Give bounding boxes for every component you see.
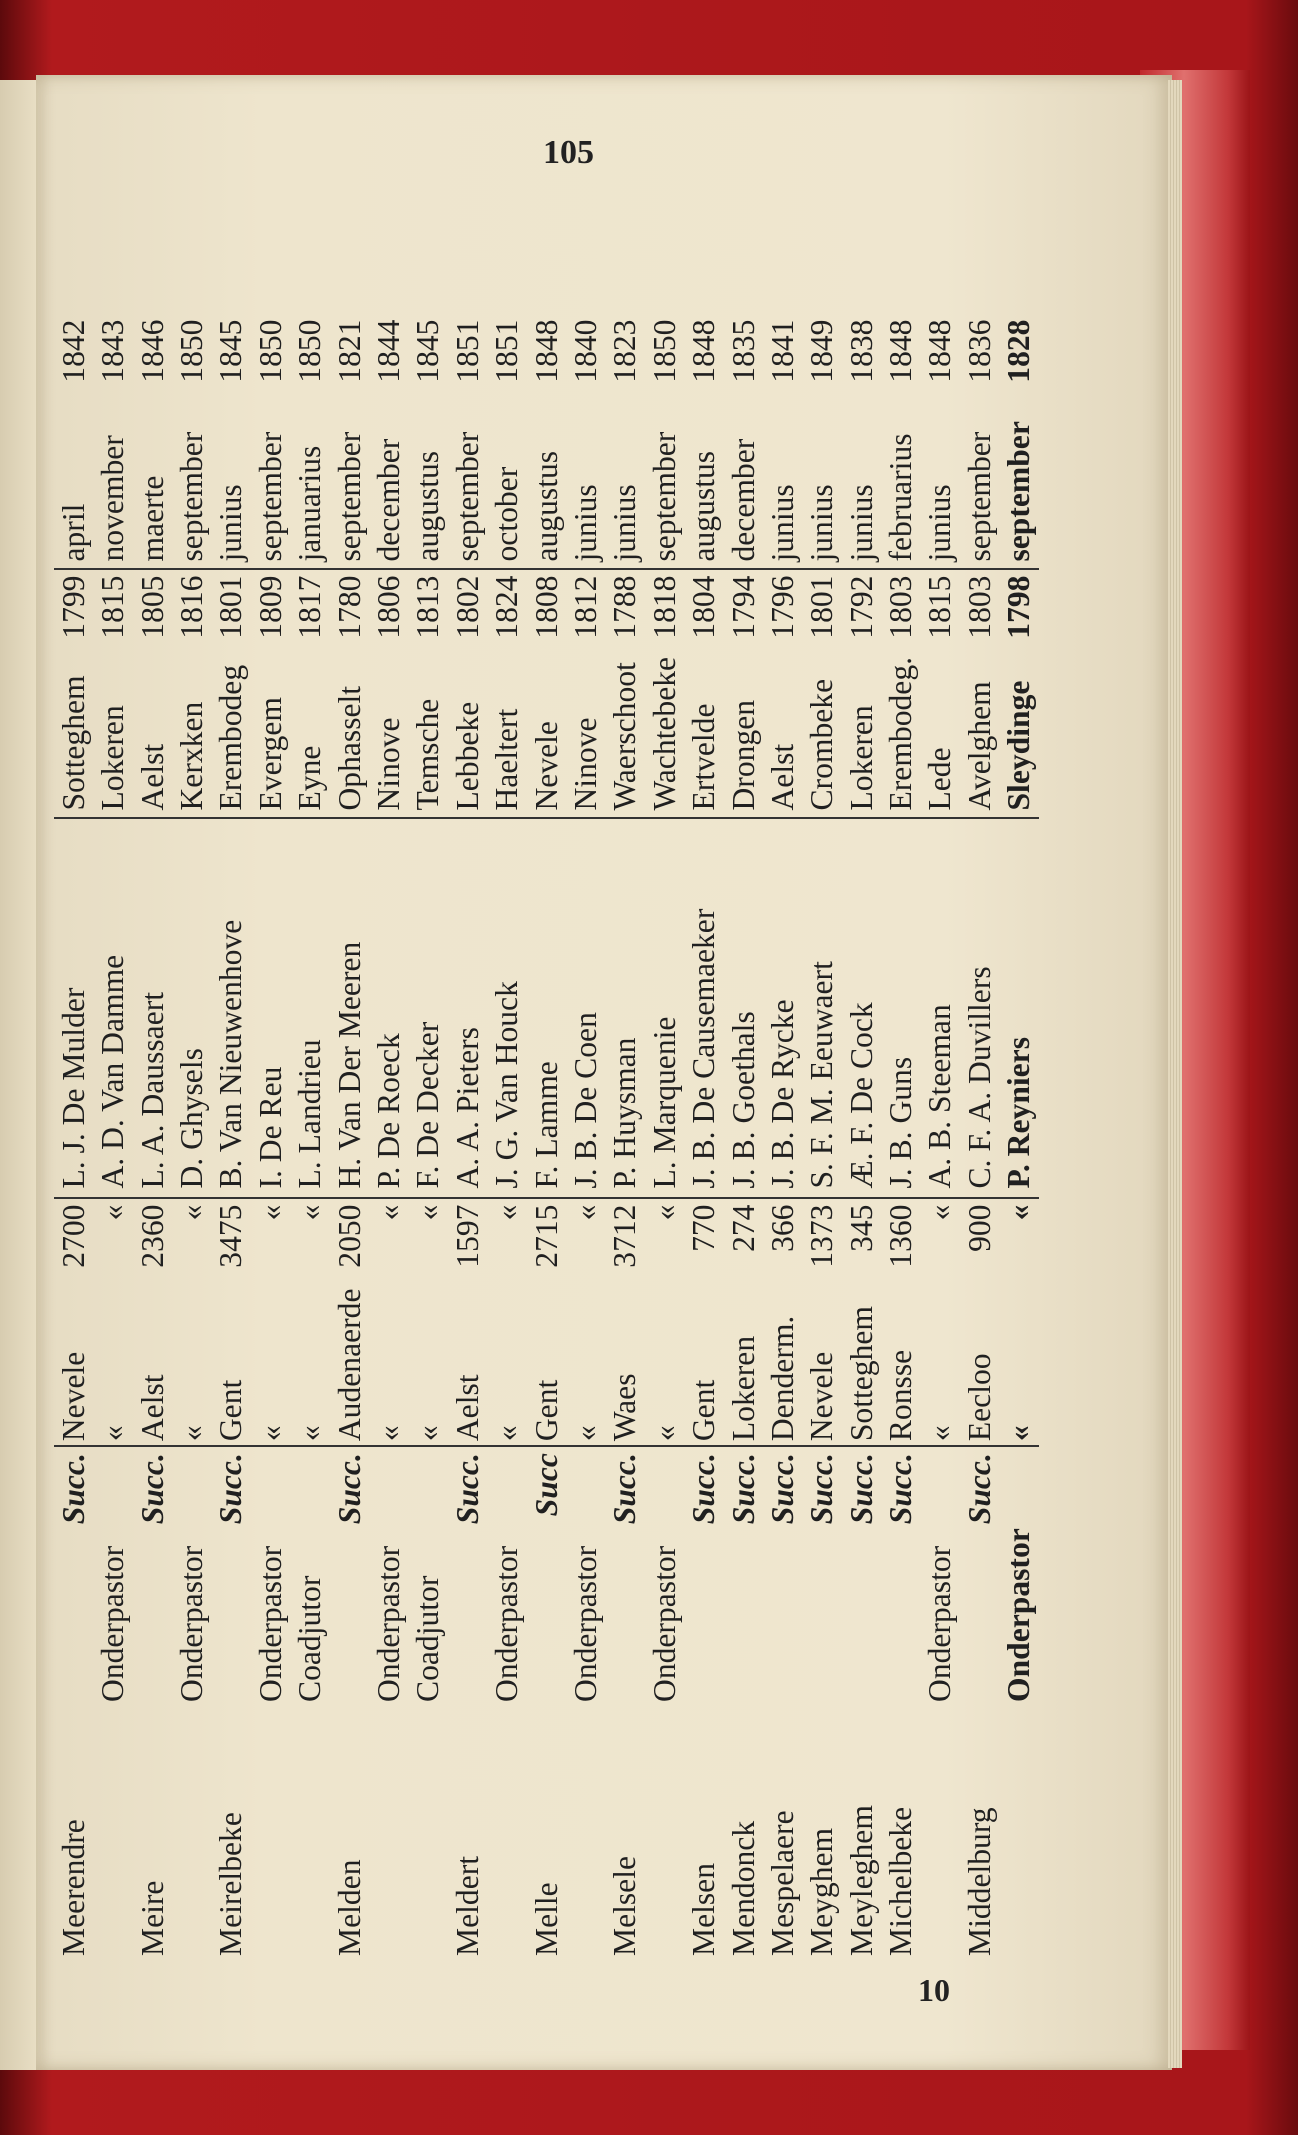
birth-year-cell: 1806 <box>371 575 407 639</box>
clergy-name-cell: C. F. A. Duvillers <box>960 818 999 1198</box>
birth-year-cell: 1798 <box>1001 575 1037 639</box>
deanery-cell: « <box>172 1289 211 1447</box>
parish-type-cell <box>172 1446 211 1528</box>
birthplace-cell: Waerschoot <box>605 656 644 818</box>
birth-year-cell: 1812 <box>567 575 603 639</box>
deanery-cell: Nevele <box>802 1289 841 1447</box>
deanery-cell: Nevele <box>54 1289 93 1447</box>
population-cell: 900 <box>961 1204 997 1252</box>
parish-name-cell <box>290 1724 329 1960</box>
population-cell: « <box>1001 1204 1037 1221</box>
deanery-cell: Denderm. <box>763 1289 802 1447</box>
birth-year-cell: 1815 <box>922 575 958 639</box>
parish-type-cell: Succ. <box>213 1453 249 1525</box>
appointment-year-cell: 1850 <box>252 319 288 383</box>
table-row <box>684 320 723 1960</box>
clergy-rank-cell <box>527 1528 566 1724</box>
birth-year-cell: 1809 <box>252 575 288 639</box>
birth-year-cell: 1813 <box>410 575 446 639</box>
deanery-cell: Gent <box>527 1289 566 1447</box>
appointment-year-cell: 1850 <box>174 319 210 383</box>
birthplace-cell: Ninove <box>566 656 605 818</box>
deanery-cell: Aelst <box>448 1289 487 1447</box>
deanery-cell: « <box>369 1289 408 1447</box>
birthplace-cell: Aelst <box>133 656 172 818</box>
clergy-name-cell: D. Ghysels <box>172 818 211 1198</box>
population-cell: 770 <box>686 1204 722 1252</box>
birthplace-cell: Ertvelde <box>684 656 723 818</box>
birth-year-cell: 1788 <box>607 575 643 639</box>
birth-year-cell: 1805 <box>134 575 170 639</box>
parish-name-cell <box>921 1724 960 1960</box>
birth-year-cell: 1802 <box>449 575 485 639</box>
table-row <box>802 320 841 1960</box>
clergy-name-cell: I. De Reu <box>251 818 290 1198</box>
clergy-name-cell: J. B. Guns <box>881 818 920 1198</box>
birthplace-cell: Lokeren <box>842 656 881 818</box>
table-row <box>960 320 999 1960</box>
birth-year-cell: 1817 <box>292 575 328 639</box>
parish-name-cell <box>566 1724 605 1960</box>
table-row <box>409 320 448 1960</box>
birthplace-cell: Kerxken <box>172 656 211 818</box>
clergy-name-cell: J. B. Goethals <box>724 818 763 1198</box>
parish-name-cell: Mespelaere <box>764 1810 800 1956</box>
parish-name-cell <box>645 1724 684 1960</box>
birth-year-cell: 1815 <box>95 575 131 639</box>
table-row <box>527 320 566 1960</box>
birth-year-cell: 1803 <box>961 575 997 639</box>
clergy-rank-cell: Onderpastor <box>371 1545 407 1702</box>
table-row <box>566 320 605 1960</box>
table-row <box>369 320 408 1960</box>
clergy-rank-cell: Onderpastor <box>252 1545 288 1702</box>
appointment-year-cell: 1848 <box>922 319 958 383</box>
appointment-month-cell: september <box>330 392 369 569</box>
clergy-rank-cell: Onderpastor <box>646 1545 682 1702</box>
population-cell: « <box>371 1204 407 1221</box>
appointment-year-cell: 1835 <box>725 319 761 383</box>
parish-type-cell: Succ. <box>55 1453 91 1525</box>
parish-name-cell <box>487 1724 526 1960</box>
table-row <box>724 320 763 1960</box>
page-stack-edge <box>1168 80 1182 2068</box>
parish-type-cell: Succ. <box>134 1453 170 1525</box>
population-cell: 3712 <box>607 1204 643 1268</box>
parish-name-cell: Meyghem <box>804 1827 840 1956</box>
parish-name-cell: Michelbeke <box>883 1806 919 1956</box>
birthplace-cell: Erembodeg. <box>881 656 920 818</box>
deanery-cell: « <box>999 1289 1038 1447</box>
parish-name-cell <box>172 1724 211 1960</box>
birth-year-cell: 1780 <box>331 575 367 639</box>
birth-year-cell: 1818 <box>646 575 682 639</box>
parish-type-cell <box>251 1446 290 1528</box>
appointment-year-cell: 1848 <box>883 319 919 383</box>
sheet-number: 10 <box>918 1972 950 2008</box>
parish-type-cell: Succ. <box>725 1453 761 1525</box>
appointment-year-cell: 1848 <box>528 319 564 383</box>
appointment-month-cell: september <box>172 392 211 569</box>
clergy-name-cell: F. De Decker <box>409 818 448 1198</box>
deanery-cell: Audenaerde <box>330 1289 369 1447</box>
birth-year-cell: 1796 <box>764 575 800 639</box>
population-cell: « <box>567 1204 603 1221</box>
appointment-year-cell: 1823 <box>607 319 643 383</box>
appointment-year-cell: 1841 <box>764 319 800 383</box>
clergy-name-cell: B. Van Nieuwenhove <box>212 818 251 1198</box>
population-cell: 1373 <box>804 1204 840 1268</box>
parish-type-cell: Succ. <box>686 1453 722 1525</box>
parish-type-cell: Succ. <box>449 1453 485 1525</box>
clergy-rank-cell <box>842 1528 881 1724</box>
clergy-rank-cell <box>684 1528 723 1724</box>
parish-type-cell: Succ. <box>804 1453 840 1525</box>
parish-name-cell: Meirelbeke <box>213 1812 249 1956</box>
clergy-name-cell: A. D. Van Damme <box>93 818 132 1198</box>
appointment-month-cell: september <box>645 392 684 569</box>
clergy-name-cell: J. B. De Rycke <box>763 818 802 1198</box>
parish-name-cell: Meire <box>134 1880 170 1956</box>
parish-type-cell <box>999 1446 1038 1528</box>
clergy-table-body <box>54 320 1039 1960</box>
population-cell: « <box>410 1204 446 1221</box>
table-row <box>921 320 960 1960</box>
page-number: 105 <box>543 134 594 171</box>
appointment-year-cell: 1840 <box>567 319 603 383</box>
population-cell: 2050 <box>331 1204 367 1268</box>
clergy-rank-cell: Onderpastor <box>174 1545 210 1702</box>
population-cell: 345 <box>843 1204 879 1252</box>
clergy-rank-cell <box>802 1528 841 1724</box>
parish-name-cell: Melden <box>331 1859 367 1956</box>
birth-year-cell: 1808 <box>528 575 564 639</box>
parish-type-cell: Succ <box>528 1453 564 1517</box>
parish-name-cell <box>251 1724 290 1960</box>
birthplace-cell: Wachtebeke <box>645 656 684 818</box>
appointment-year-cell: 1842 <box>55 319 91 383</box>
appointment-year-cell: 1848 <box>686 319 722 383</box>
deanery-cell: Aelst <box>133 1289 172 1447</box>
parish-name-cell: Melsele <box>607 1855 643 1956</box>
appointment-year-cell: 1845 <box>410 319 446 383</box>
appointment-month-cell: junius <box>842 392 881 569</box>
population-cell: « <box>922 1204 958 1221</box>
birthplace-cell: Evergem <box>251 656 290 818</box>
parish-type-cell <box>921 1446 960 1528</box>
parish-type-cell: Succ. <box>961 1453 997 1525</box>
appointment-month-cell: december <box>369 392 408 569</box>
population-cell: 1360 <box>883 1204 919 1268</box>
parish-type-cell <box>487 1446 526 1528</box>
deanery-cell: Gent <box>212 1289 251 1447</box>
clergy-rank-cell: Onderpastor <box>489 1545 525 1702</box>
parish-name-cell <box>93 1724 132 1960</box>
clergy-rank-cell <box>448 1528 487 1724</box>
appointment-month-cell: junius <box>605 392 644 569</box>
clergy-name-cell: S. F. M. Eeuwaert <box>802 818 841 1198</box>
birth-year-cell: 1792 <box>843 575 879 639</box>
deanery-cell: Gent <box>684 1289 723 1447</box>
appointment-year-cell: 1846 <box>134 319 170 383</box>
appointment-month-cell: augustus <box>684 392 723 569</box>
appointment-month-cell: november <box>93 392 132 569</box>
table-row <box>448 320 487 1960</box>
population-cell: « <box>174 1204 210 1221</box>
birthplace-cell: Ninove <box>369 656 408 818</box>
parish-type-cell: Succ. <box>607 1453 643 1525</box>
table-row <box>330 320 369 1960</box>
birthplace-cell: Lokeren <box>93 656 132 818</box>
appointment-month-cell: januarius <box>290 392 329 569</box>
parish-type-cell <box>93 1446 132 1528</box>
population-cell: 1597 <box>449 1204 485 1268</box>
appointment-month-cell: september <box>999 392 1038 569</box>
clergy-name-cell: P. Huysman <box>605 818 644 1198</box>
appointment-month-cell: october <box>487 392 526 569</box>
birthplace-cell: Erembodeg <box>212 656 251 818</box>
appointment-month-cell: april <box>54 392 93 569</box>
clergy-rank-cell <box>881 1528 920 1724</box>
birth-year-cell: 1794 <box>725 575 761 639</box>
parish-type-cell <box>645 1446 684 1528</box>
clergy-name-cell: Æ. F. De Cock <box>842 818 881 1198</box>
clergy-name-cell: J. G. Van Houck <box>487 818 526 1198</box>
birthplace-cell: Nevele <box>527 656 566 818</box>
birthplace-cell: Lede <box>921 656 960 818</box>
table-row <box>842 320 881 1960</box>
clergy-name-cell: J. B. De Causemaeker <box>684 818 723 1198</box>
table-row <box>290 320 329 1960</box>
clergy-rank-cell: Coadjutor <box>410 1575 446 1702</box>
parish-name-cell: Meldert <box>449 1855 485 1956</box>
clergy-name-cell: A. A. Pieters <box>448 818 487 1198</box>
clergy-rank-cell <box>212 1528 251 1724</box>
parish-type-cell <box>290 1446 329 1528</box>
clergy-name-cell: J. B. De Coen <box>566 818 605 1198</box>
population-cell: « <box>646 1204 682 1221</box>
appointment-month-cell: junius <box>921 392 960 569</box>
clergy-rank-cell: Coadjutor <box>292 1575 328 1702</box>
clergy-name-cell: L. J. De Mulder <box>54 818 93 1198</box>
table-row <box>133 320 172 1960</box>
population-cell: 2715 <box>528 1204 564 1268</box>
appointment-year-cell: 1838 <box>843 319 879 383</box>
clergy-rank-cell: Onderpastor <box>567 1545 603 1702</box>
population-cell: « <box>95 1204 131 1221</box>
appointment-month-cell: september <box>251 392 290 569</box>
clergy-name-cell: F. Lamme <box>527 818 566 1198</box>
deanery-cell: « <box>93 1289 132 1447</box>
clergy-rank-cell <box>763 1528 802 1724</box>
clergy-rank-cell <box>724 1528 763 1724</box>
table-row <box>487 320 526 1960</box>
population-cell: 2700 <box>55 1204 91 1268</box>
clergy-name-cell: L. A. Daussaert <box>133 818 172 1198</box>
table-row <box>54 320 93 1960</box>
deanery-cell: Waes <box>605 1289 644 1447</box>
table-row <box>645 320 684 1960</box>
birth-year-cell: 1804 <box>686 575 722 639</box>
parish-name-cell: Mendonck <box>725 1820 761 1956</box>
parish-type-cell: Succ. <box>331 1453 367 1525</box>
table-row <box>93 320 132 1960</box>
appointment-year-cell: 1843 <box>95 319 131 383</box>
clergy-table <box>54 320 1039 1960</box>
clergy-name-cell: H. Van Der Meeren <box>330 818 369 1198</box>
population-cell: « <box>489 1204 525 1221</box>
clergy-rank-cell: Onderpastor <box>922 1545 958 1702</box>
birth-year-cell: 1799 <box>55 575 91 639</box>
parish-type-cell <box>409 1446 448 1528</box>
birthplace-cell: Aelst <box>763 656 802 818</box>
population-cell: 2360 <box>134 1204 170 1268</box>
appointment-year-cell: 1850 <box>646 319 682 383</box>
population-cell: 3475 <box>213 1204 249 1268</box>
parish-type-cell: Succ. <box>843 1453 879 1525</box>
appointment-month-cell: maerte <box>133 392 172 569</box>
table-row <box>212 320 251 1960</box>
population-cell: 274 <box>725 1204 761 1252</box>
appointment-month-cell: februarius <box>881 392 920 569</box>
parish-type-cell: Succ. <box>764 1453 800 1525</box>
table-row <box>881 320 920 1960</box>
rotated-table-block <box>54 0 1114 1960</box>
clergy-rank-cell <box>960 1528 999 1724</box>
population-cell: « <box>292 1204 328 1221</box>
parish-name-cell: Melsen <box>686 1862 722 1956</box>
clergy-name-cell: P. Reyniers <box>999 818 1038 1198</box>
clergy-name-cell: L. Landrieu <box>290 818 329 1198</box>
appointment-year-cell: 1849 <box>804 319 840 383</box>
deanery-cell: « <box>251 1289 290 1447</box>
clergy-rank-cell: Onderpastor <box>95 1545 131 1702</box>
appointment-month-cell: september <box>448 392 487 569</box>
appointment-year-cell: 1851 <box>489 319 525 383</box>
parish-name-cell <box>409 1724 448 1960</box>
population-cell: 366 <box>764 1204 800 1252</box>
birthplace-cell: Sotteghem <box>54 656 93 818</box>
table-row <box>251 320 290 1960</box>
birthplace-cell: Ophasselt <box>330 656 369 818</box>
deanery-cell: « <box>921 1289 960 1447</box>
deanery-cell: « <box>290 1289 329 1447</box>
birthplace-cell: Crombeke <box>802 656 841 818</box>
parish-name-cell: Meyleghem <box>843 1805 879 1956</box>
deanery-cell: « <box>566 1289 605 1447</box>
birthplace-cell: Avelghem <box>960 656 999 818</box>
deanery-cell: Lokeren <box>724 1289 763 1447</box>
appointment-year-cell: 1821 <box>331 319 367 383</box>
appointment-month-cell: augustus <box>409 392 448 569</box>
deanery-cell: Eecloo <box>960 1289 999 1447</box>
table-row <box>605 320 644 1960</box>
parish-name-cell <box>369 1724 408 1960</box>
deanery-cell: Sotteghem <box>842 1289 881 1447</box>
birthplace-cell: Drongen <box>724 656 763 818</box>
birthplace-cell: Lebbeke <box>448 656 487 818</box>
clergy-rank-cell <box>330 1528 369 1724</box>
appointment-year-cell: 1836 <box>961 319 997 383</box>
birthplace-cell: Eyne <box>290 656 329 818</box>
appointment-month-cell: junius <box>763 392 802 569</box>
clergy-rank-cell <box>133 1528 172 1724</box>
appointment-year-cell: 1851 <box>449 319 485 383</box>
parish-name-cell: Middelburg <box>961 1807 997 1956</box>
clergy-rank-cell <box>605 1528 644 1724</box>
deanery-cell: « <box>487 1289 526 1447</box>
clergy-rank-cell <box>54 1528 93 1724</box>
table-row <box>763 320 802 1960</box>
parish-name-cell: Melle <box>528 1882 564 1956</box>
appointment-month-cell: september <box>960 392 999 569</box>
birthplace-cell: Sleydinge <box>999 656 1038 818</box>
clergy-name-cell: P. De Roeck <box>369 818 408 1198</box>
appointment-month-cell: junius <box>566 392 605 569</box>
appointment-month-cell: december <box>724 392 763 569</box>
parish-name-cell: Meerendre <box>55 1819 91 1956</box>
birth-year-cell: 1801 <box>804 575 840 639</box>
deanery-cell: « <box>645 1289 684 1447</box>
birth-year-cell: 1803 <box>883 575 919 639</box>
birth-year-cell: 1816 <box>174 575 210 639</box>
clergy-rank-cell: Onderpastor <box>1001 1528 1037 1702</box>
deanery-cell: « <box>409 1289 448 1447</box>
previous-page-edge <box>0 80 39 2070</box>
appointment-year-cell: 1845 <box>213 319 249 383</box>
appointment-month-cell: junius <box>212 392 251 569</box>
appointment-month-cell: junius <box>802 392 841 569</box>
parish-type-cell <box>369 1446 408 1528</box>
deanery-cell: Ronsse <box>881 1289 920 1447</box>
birth-year-cell: 1824 <box>489 575 525 639</box>
birth-year-cell: 1801 <box>213 575 249 639</box>
appointment-year-cell: 1850 <box>292 319 328 383</box>
appointment-year-cell: 1844 <box>371 319 407 383</box>
parish-name-cell <box>999 1724 1038 1960</box>
population-cell: « <box>252 1204 288 1221</box>
table-row <box>172 320 211 1960</box>
clergy-name-cell: L. Marquenie <box>645 818 684 1198</box>
birthplace-cell: Haeltert <box>487 656 526 818</box>
clergy-name-cell: A. B. Steeman <box>921 818 960 1198</box>
appointment-month-cell: augustus <box>527 392 566 569</box>
appointment-year-cell: 1828 <box>1001 319 1037 383</box>
table-row <box>999 320 1038 1960</box>
birthplace-cell: Temsche <box>409 656 448 818</box>
parish-type-cell: Succ. <box>883 1453 919 1525</box>
parish-type-cell <box>566 1446 605 1528</box>
